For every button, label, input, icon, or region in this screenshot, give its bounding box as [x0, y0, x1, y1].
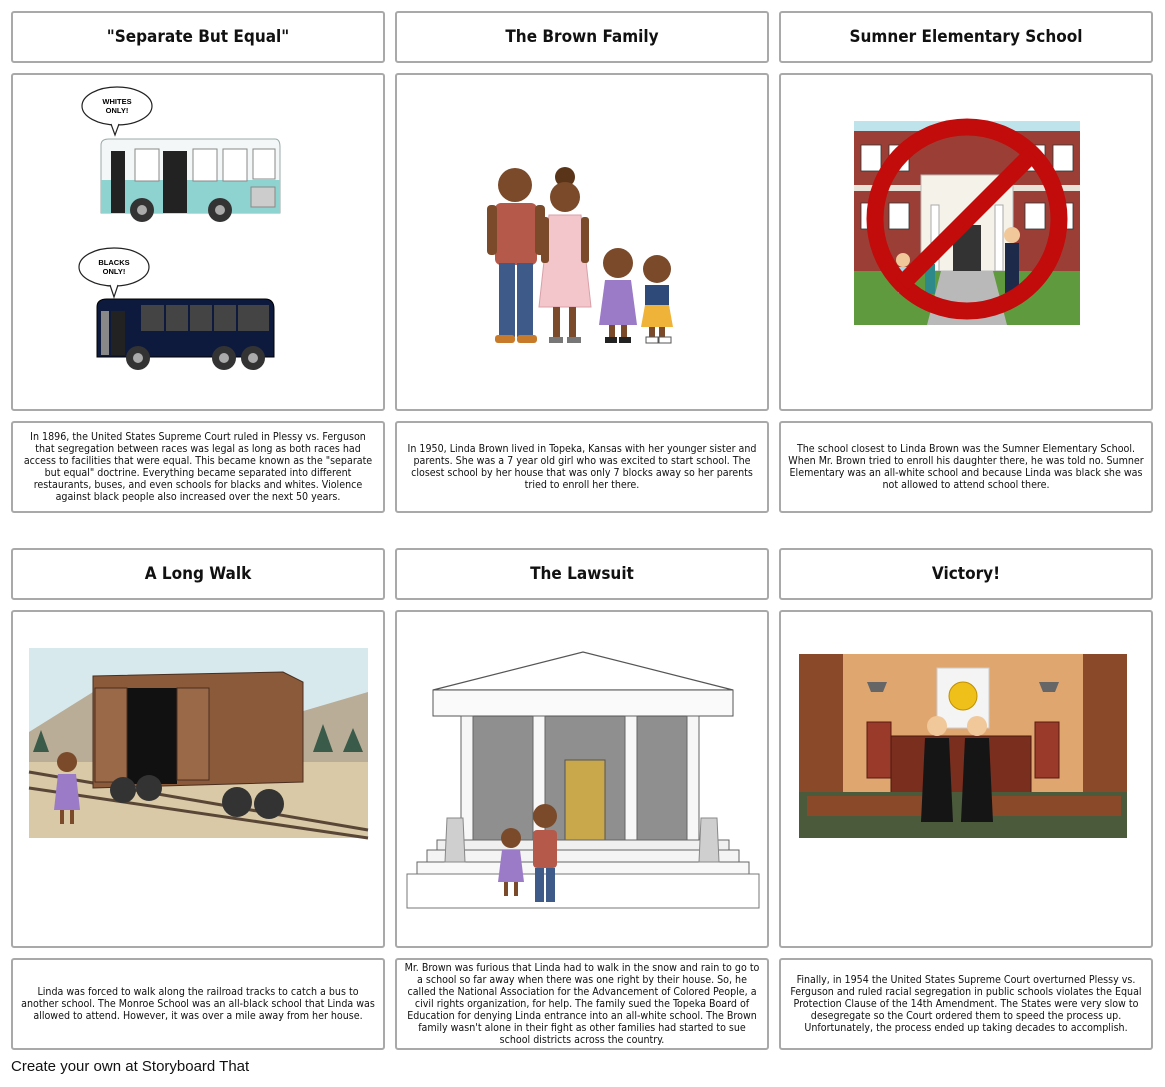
panel-4-image: [11, 610, 385, 948]
panel-4-title-text: A Long Walk: [144, 564, 252, 584]
panel-3-title-text: Sumner Elementary School: [849, 27, 1083, 47]
panel-3-description-text: The school closest to Linda Brown was the Sumner Elementary School. When Mr. Brown tried to enroll his daughter there, he was told no. Sumner Elementary was an all-white school and because Linda was black she was not allowed to attend school there.: [788, 443, 1144, 491]
panel-4-title: [11, 548, 385, 600]
panel-6-title-text: Victory!: [931, 564, 1001, 584]
panel-2-title-text: The Brown Family: [505, 27, 659, 47]
sister-figure: [641, 255, 673, 343]
panel-5-description-text: Mr. Brown was furious that Linda had to walk in the snow and rain to go to a school so far away when there was one right by their house. So, he called the National Association for the Advancement of Colored People, a civil rights organization, for help. The family sued the Topeka Board of Education for denying Linda entrance into an all-white school. The Brown family wasn't alone in their fight as other families had started to sue school districts across the country.: [404, 962, 760, 1046]
linda-figure: [599, 248, 637, 343]
father-figure: [487, 168, 545, 343]
panel-5-title: [395, 548, 769, 600]
panel-5-image: [395, 610, 769, 948]
panel-6-description-text: Finally, in 1954 the United States Supreme Court overturned Plessy vs. Ferguson and ruled racial segregation in public schools violates the Equal Protection Clause of the 14th Amendment. The States were very slow to desegregate so the Court ordered them to speed the process up. Unfortunately, the process ended up taking decades to accomplish.: [790, 974, 1142, 1034]
whites-only-text-2: ONLY!: [105, 106, 129, 115]
blacks-only-text-2: ONLY!: [102, 267, 126, 276]
panel-2-image: [395, 73, 769, 411]
whites-only-bubble: [82, 87, 152, 135]
panel-4-description-text: Linda was forced to walk along the railroad tracks to catch a bus to another school. The Monroe School was an all-black school that Linda was allowed to attend. However, it was over a mile away from her house.: [21, 986, 375, 1022]
courthouse-illustration: [397, 612, 767, 946]
buses-illustration: [13, 75, 383, 409]
railroad-illustration: [13, 612, 383, 946]
panel-1-title: [11, 11, 385, 63]
footer-credit[interactable]: Create your own at Storyboard That: [11, 1058, 250, 1075]
panel-6-title: [779, 548, 1153, 600]
black-bus: [97, 299, 274, 370]
panel-3-image: [779, 73, 1153, 411]
blacks-only-text-1: BLACKS: [98, 258, 130, 267]
panel-2-title: [395, 11, 769, 63]
courtroom-illustration: [781, 612, 1151, 946]
panel-1-description-text: In 1896, the United States Supreme Court ruled in Plessy vs. Ferguson that segregation between races was legal as long as both races had access to facilities that were equal. This became known as the "separate but equal" doctrine. Everything became separated into different restaurants, buses, and even schools for blacks and whites. Violence against black people also increased over the next 50 years.: [23, 431, 373, 503]
panel-3-title: [779, 11, 1153, 63]
panel-3-description: [779, 421, 1153, 513]
panel-5-description: [395, 958, 769, 1050]
panel-1-description: [11, 421, 385, 513]
panel-6-image: [779, 610, 1153, 948]
panel-5-title-text: The Lawsuit: [530, 564, 634, 584]
panel-2-description: [395, 421, 769, 513]
sumner-school-illustration: [781, 75, 1151, 409]
panel-1-title-text: "Separate But Equal": [106, 27, 290, 47]
blacks-only-bubble: [79, 248, 149, 297]
whites-only-text-1: WHITES: [102, 97, 132, 106]
panel-2-description-text: In 1950, Linda Brown lived in Topeka, Kansas with her younger sister and parents. She was a 7 year old girl who was excited to start school. The closest school by her house that was only 7 blocks away so her parents tried to enroll her there.: [407, 443, 757, 491]
panel-6-description: [779, 958, 1153, 1050]
white-bus: [101, 139, 280, 222]
brown-family-illustration: [397, 75, 767, 409]
panel-1-image: [11, 73, 385, 411]
panel-4-description: [11, 958, 385, 1050]
mother-figure: [539, 167, 591, 343]
